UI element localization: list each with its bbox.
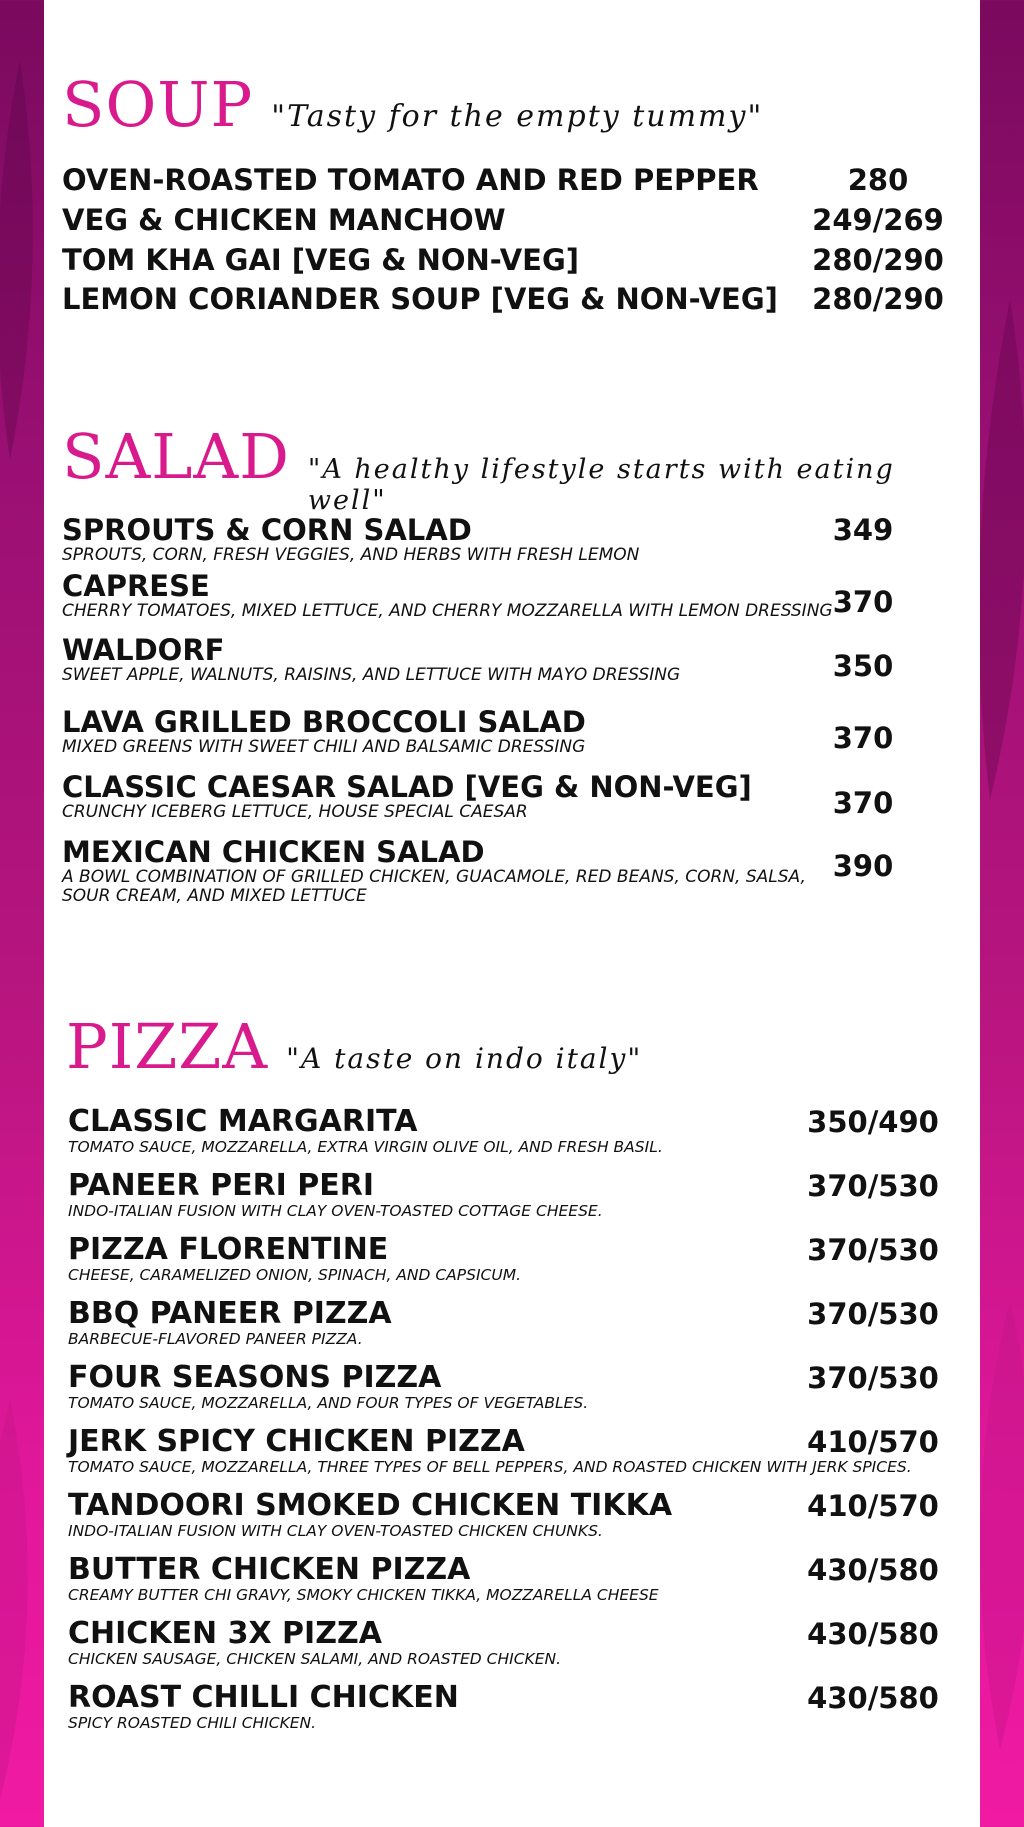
soup-header	[62, 68, 763, 141]
item-description: CHICKEN SAUSAGE, CHICKEN SALAMI, AND ROASTED CHICKEN.	[68, 1650, 562, 1668]
menu-item	[68, 1490, 962, 1540]
menu-item	[62, 706, 962, 757]
menu-item	[62, 836, 962, 906]
menu-item	[62, 514, 962, 565]
item-description: INDO-ITALIAN FUSION WITH CLAY OVEN-TOASTED COTTAGE CHEESE.	[68, 1202, 603, 1220]
item-price: 280	[847, 163, 909, 197]
item-name: SPROUTS & CORN SALAD	[62, 513, 472, 547]
item-description: TOMATO SAUCE, MOZZARELLA, THREE TYPES OF BELL PEPPERS, AND ROASTED CHICKEN WITH JERK SPICES.	[68, 1458, 912, 1476]
menu-item	[62, 634, 962, 685]
item-description: TOMATO SAUCE, MOZZARELLA, AND FOUR TYPES OF VEGETABLES.	[68, 1394, 589, 1412]
item-price: 370/530	[807, 1169, 939, 1203]
item-description: CHERRY TOMATOES, MIXED LETTUCE, AND CHERRY MOZZARELLA WITH LEMON DRESSING	[62, 601, 833, 621]
item-name: BBQ PANEER PIZZA	[68, 1296, 392, 1331]
section-title: SALAD	[62, 420, 290, 493]
item-price: 280/290	[812, 282, 944, 316]
item-price: 349	[832, 513, 894, 547]
item-description: SPICY ROASTED CHILI CHICKEN.	[68, 1714, 317, 1732]
menu-item	[68, 1426, 962, 1476]
menu-item	[68, 1106, 962, 1156]
item-price: 370	[832, 786, 894, 820]
item-price: 430/580	[807, 1553, 939, 1587]
menu-item	[68, 1298, 962, 1348]
item-price: 430/580	[807, 1681, 939, 1715]
item-name: LEMON CORIANDER SOUP [VEG & NON-VEG]	[62, 282, 778, 316]
item-name: CLASSIC MARGARITA	[68, 1104, 418, 1139]
item-price: 350	[832, 649, 894, 683]
menu-item	[62, 570, 962, 621]
item-name: TANDOORI SMOKED CHICKEN TIKKA	[68, 1488, 673, 1523]
item-price: 280/290	[812, 243, 944, 277]
section-tagline: "Tasty for the empty tummy"	[271, 99, 764, 134]
item-description: A BOWL COMBINATION OF GRILLED CHICKEN, GUACAMOLE, RED BEANS, CORN, SALSA, SOUR CREAM, AND MIXED LETTUCE	[62, 867, 806, 906]
item-description: SWEET APPLE, WALNUTS, RAISINS, AND LETTUCE WITH MAYO DRESSING	[62, 665, 681, 685]
item-description: CRUNCHY ICEBERG LETTUCE, HOUSE SPECIAL CAESAR	[62, 802, 528, 822]
menu-item	[68, 1234, 962, 1284]
item-price: 370/530	[807, 1233, 939, 1267]
item-price: 370/530	[807, 1297, 939, 1331]
menu-item	[68, 1618, 962, 1668]
menu-item	[68, 1554, 962, 1604]
item-price: 370	[832, 721, 894, 755]
item-name: VEG & CHICKEN MANCHOW	[62, 203, 506, 237]
pizza-header	[66, 1010, 642, 1083]
item-name: CHICKEN 3X PIZZA	[68, 1616, 382, 1651]
menu-page	[44, 0, 980, 1827]
item-name: PIZZA FLORENTINE	[68, 1232, 389, 1267]
item-name: BUTTER CHICKEN PIZZA	[68, 1552, 471, 1587]
item-name: WALDORF	[62, 633, 225, 667]
item-name: CLASSIC CAESAR SALAD [VEG & NON-VEG]	[62, 770, 752, 804]
menu-item	[68, 1170, 962, 1220]
item-name: PANEER PERI PERI	[68, 1168, 375, 1203]
item-description: BARBECUE-FLAVORED PANEER PIZZA.	[68, 1330, 363, 1348]
section-tagline: "A healthy lifestyle starts with eating well"	[307, 454, 895, 516]
section-title: PIZZA	[66, 1010, 269, 1083]
item-name: ROAST CHILLI CHICKEN	[68, 1680, 459, 1715]
item-price: 370/530	[807, 1361, 939, 1395]
menu-item	[62, 204, 962, 236]
item-price: 410/570	[807, 1489, 939, 1523]
salad-header	[62, 420, 980, 516]
item-name: OVEN-ROASTED TOMATO AND RED PEPPER	[62, 163, 759, 197]
item-price: 410/570	[807, 1425, 939, 1459]
item-price: 390	[832, 849, 894, 883]
item-price: 430/580	[807, 1617, 939, 1651]
menu-item	[62, 244, 962, 276]
section-title: SOUP	[62, 68, 254, 141]
menu-item	[62, 771, 962, 822]
item-price: 249/269	[812, 203, 944, 237]
item-name: MEXICAN CHICKEN SALAD	[62, 835, 485, 869]
item-description: TOMATO SAUCE, MOZZARELLA, EXTRA VIRGIN OLIVE OIL, AND FRESH BASIL.	[68, 1138, 663, 1156]
item-price: 350/490	[807, 1105, 939, 1139]
item-name: JERK SPICY CHICKEN PIZZA	[68, 1424, 525, 1459]
section-tagline: "A taste on indo italy"	[286, 1042, 643, 1075]
item-description: MIXED GREENS WITH SWEET CHILI AND BALSAMIC DRESSING	[62, 737, 586, 757]
item-description: SPROUTS, CORN, FRESH VEGGIES, AND HERBS WITH FRESH LEMON	[62, 545, 640, 565]
menu-item	[68, 1682, 962, 1732]
menu-item	[62, 283, 962, 315]
item-name: CAPRESE	[62, 569, 210, 603]
menu-item	[62, 164, 962, 196]
item-description: CREAMY BUTTER CHI GRAVY, SMOKY CHICKEN TIKKA, MOZZARELLA CHEESE	[68, 1586, 659, 1604]
item-name: LAVA GRILLED BROCCOLI SALAD	[62, 705, 586, 739]
item-description: INDO-ITALIAN FUSION WITH CLAY OVEN-TOASTED CHICKEN CHUNKS.	[68, 1522, 603, 1540]
item-description: CHEESE, CARAMELIZED ONION, SPINACH, AND CAPSICUM.	[68, 1266, 522, 1284]
item-name: FOUR SEASONS PIZZA	[68, 1360, 442, 1395]
menu-item	[68, 1362, 962, 1412]
item-name: TOM KHA GAI [VEG & NON-VEG]	[62, 243, 580, 277]
item-price: 370	[832, 585, 894, 619]
